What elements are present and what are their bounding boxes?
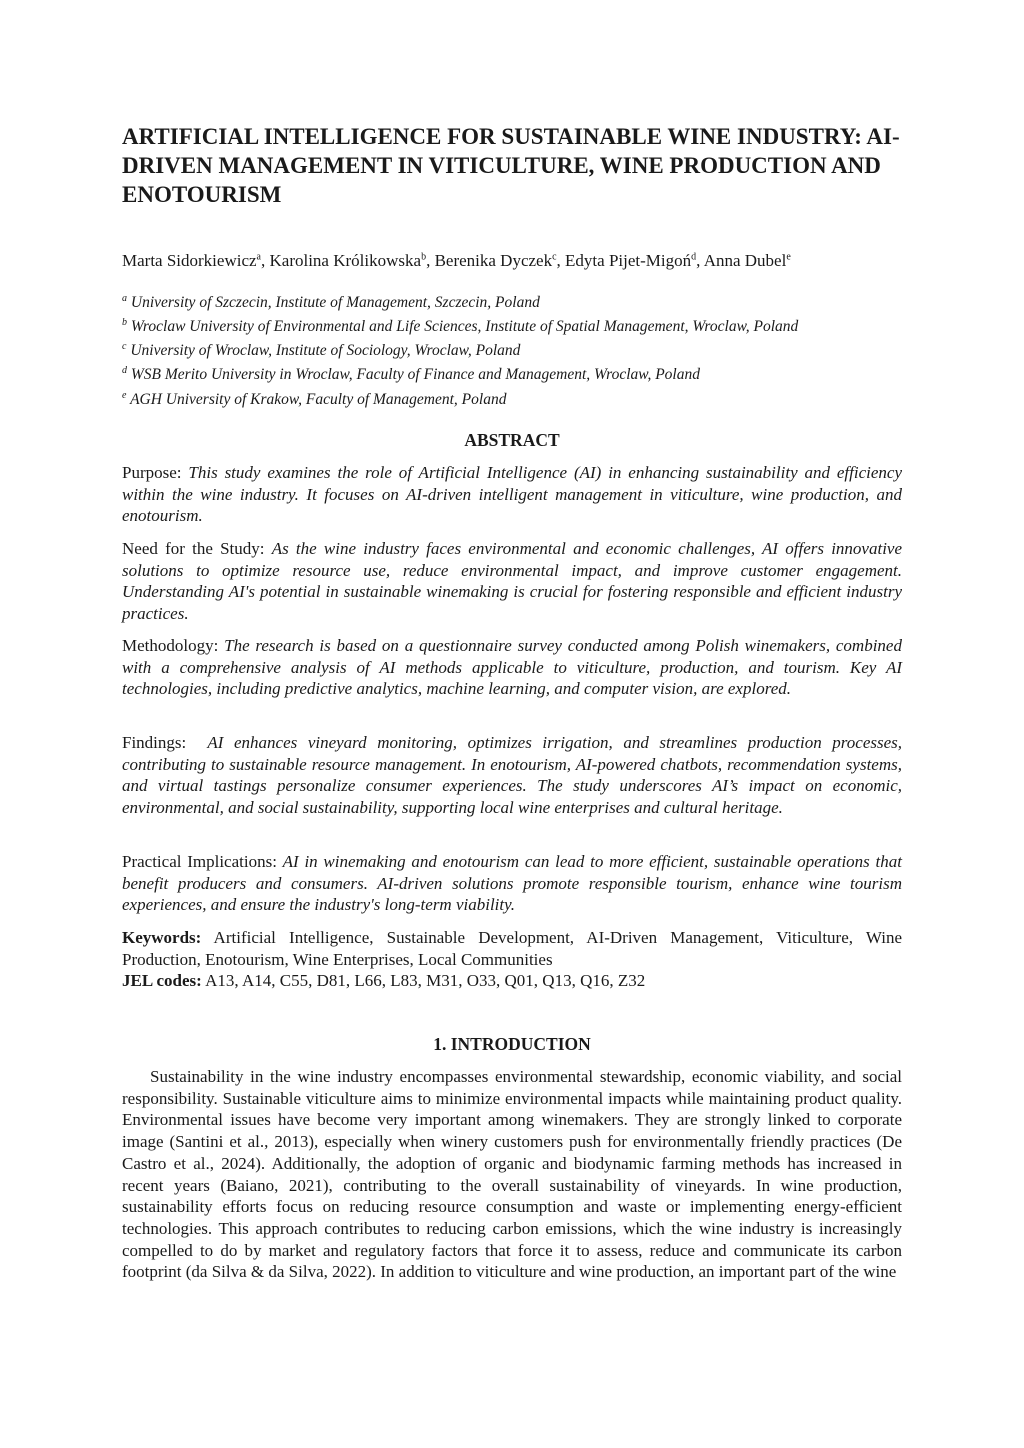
jel-codes: JEL codes:	[122, 971, 202, 991]
affiliation: $^b$ Wroclaw University of Environmental and Life Sciences, Institute of Spatial Management, Wroclaw, Poland	[122, 317, 799, 336]
introduction-heading: 1. INTRODUCTION	[433, 1034, 591, 1054]
author: Marta Sidorkiewicz$^a$,	[122, 250, 270, 270]
affiliation: $^d$ WSB Merito University in Wroclaw, Faculty of Finance and Management, Wroclaw, Poland	[122, 365, 700, 384]
affiliations	[122, 289, 902, 410]
paper-title: ARTIFICIAL INTELLIGENCE FOR SUSTAINABLE WINE INDUSTRY: AI-DRIVEN MANAGEMENT IN VITICULTURE, WINE PRODUCTION AND ENOTOURISM	[122, 124, 900, 207]
abstract-purpose: Purpose: This study examines the role of Artificial Intelligence (AI) in enhancing sustainability and efficiency within the wine industry. It focuses on AI-driven intelligent management in viticulture, wine production, and enotourism.	[122, 463, 902, 526]
abstract-findings: Findings: AI enhances vineyard monitoring, optimizes irrigation, and streamlines production processes, contributing to sustainable resource management. In enotourism, AI-powered chatbots, recommendation systems, and virtual tastings personalize consumer experiences. The study underscores AI’s impact on economic, environmental, and social sustainability, supporting local wine enterprises and cultural heritage.	[122, 733, 903, 818]
author: Anna Dubel$^e$	[703, 250, 791, 270]
introduction-paragraph: Sustainability in the wine industry encompasses environmental stewardship, economic viability, and social responsibility. Sustainable viticulture aims to minimize environmental impacts while maintaining product quality. Environmental issues have become very important among winemakers. They are strongly linked to corporate image (Santini et al., 2013), especially when winery customers push for environmentally friendly practices (De Castro et al., 2024). Additionally, the adoption of organic and biodynamic farming methods has increased in recent years (Baiano, 2021), contributing to the overall sustainability of vineyards. In wine production, sustainability efforts focus on reducing resource consumption and waste or implementing energy-efficient technologies. This approach contributes to reducing carbon emissions, which the wine industry is increasingly compelled to do by market and regulatory factors that force it to assess, reduce and communicate its carbon footprint (da Silva & da Silva, 2022). In addition to viticulture and wine production, an important part of the wine	[122, 1067, 902, 1282]
author: Berenika Dyczek$^c$,	[434, 250, 566, 270]
affiliation: $^c$ University of Wroclaw, Institute of Sociology, Wroclaw, Poland	[122, 341, 521, 360]
author: Edyta Pijet-Migoń$^d$,	[565, 250, 704, 270]
abstract-heading: ABSTRACT	[464, 430, 560, 450]
abstract-implications: Practical Implications: AI in winemaking and enotourism can lead to more efficient, sustainable operations that benefit producers and consumers. AI-driven solutions promote responsible tourism, enhance wine tourism experiences, and ensure the industry's long-term viability.	[122, 852, 902, 915]
affiliation: $^e$ AGH University of Krakow, Faculty of Management, Poland	[122, 389, 507, 408]
author: Karolina Królikowska$^b$,	[269, 250, 435, 270]
affiliation: $^a$ University of Szczecin, Institute of Management, Szczecin, Poland	[122, 293, 540, 312]
abstract-methodology: Methodology: The research is based on a questionnaire survey conducted among Polish winemakers, combined with a comprehensive analysis of AI methods applicable to viticulture, production, and tourism. Key AI technologies, including predictive analytics, machine learning, and computer vision, are explored.	[122, 636, 902, 699]
keywords: Keywords: Artificial Intelligence, Sustainable Development, AI-Driven Management, Viticulture, Wine Production, Enotourism, Wine Enterprises, Local Communities JEL codes: A13, A14, C55, D81, L66, L83, M31, O33, Q01, Q13, Q16, Z32	[122, 928, 902, 991]
author-list	[122, 246, 902, 272]
abstract-need: Need for the Study: As the wine industry faces environmental and economic challenges, AI offers innovative solutions to optimize resource use, reduce environmental impact, and improve customer engagement. Understanding AI's potential in sustainable winemaking is crucial for fostering responsible and efficient industry practices.	[122, 539, 903, 624]
